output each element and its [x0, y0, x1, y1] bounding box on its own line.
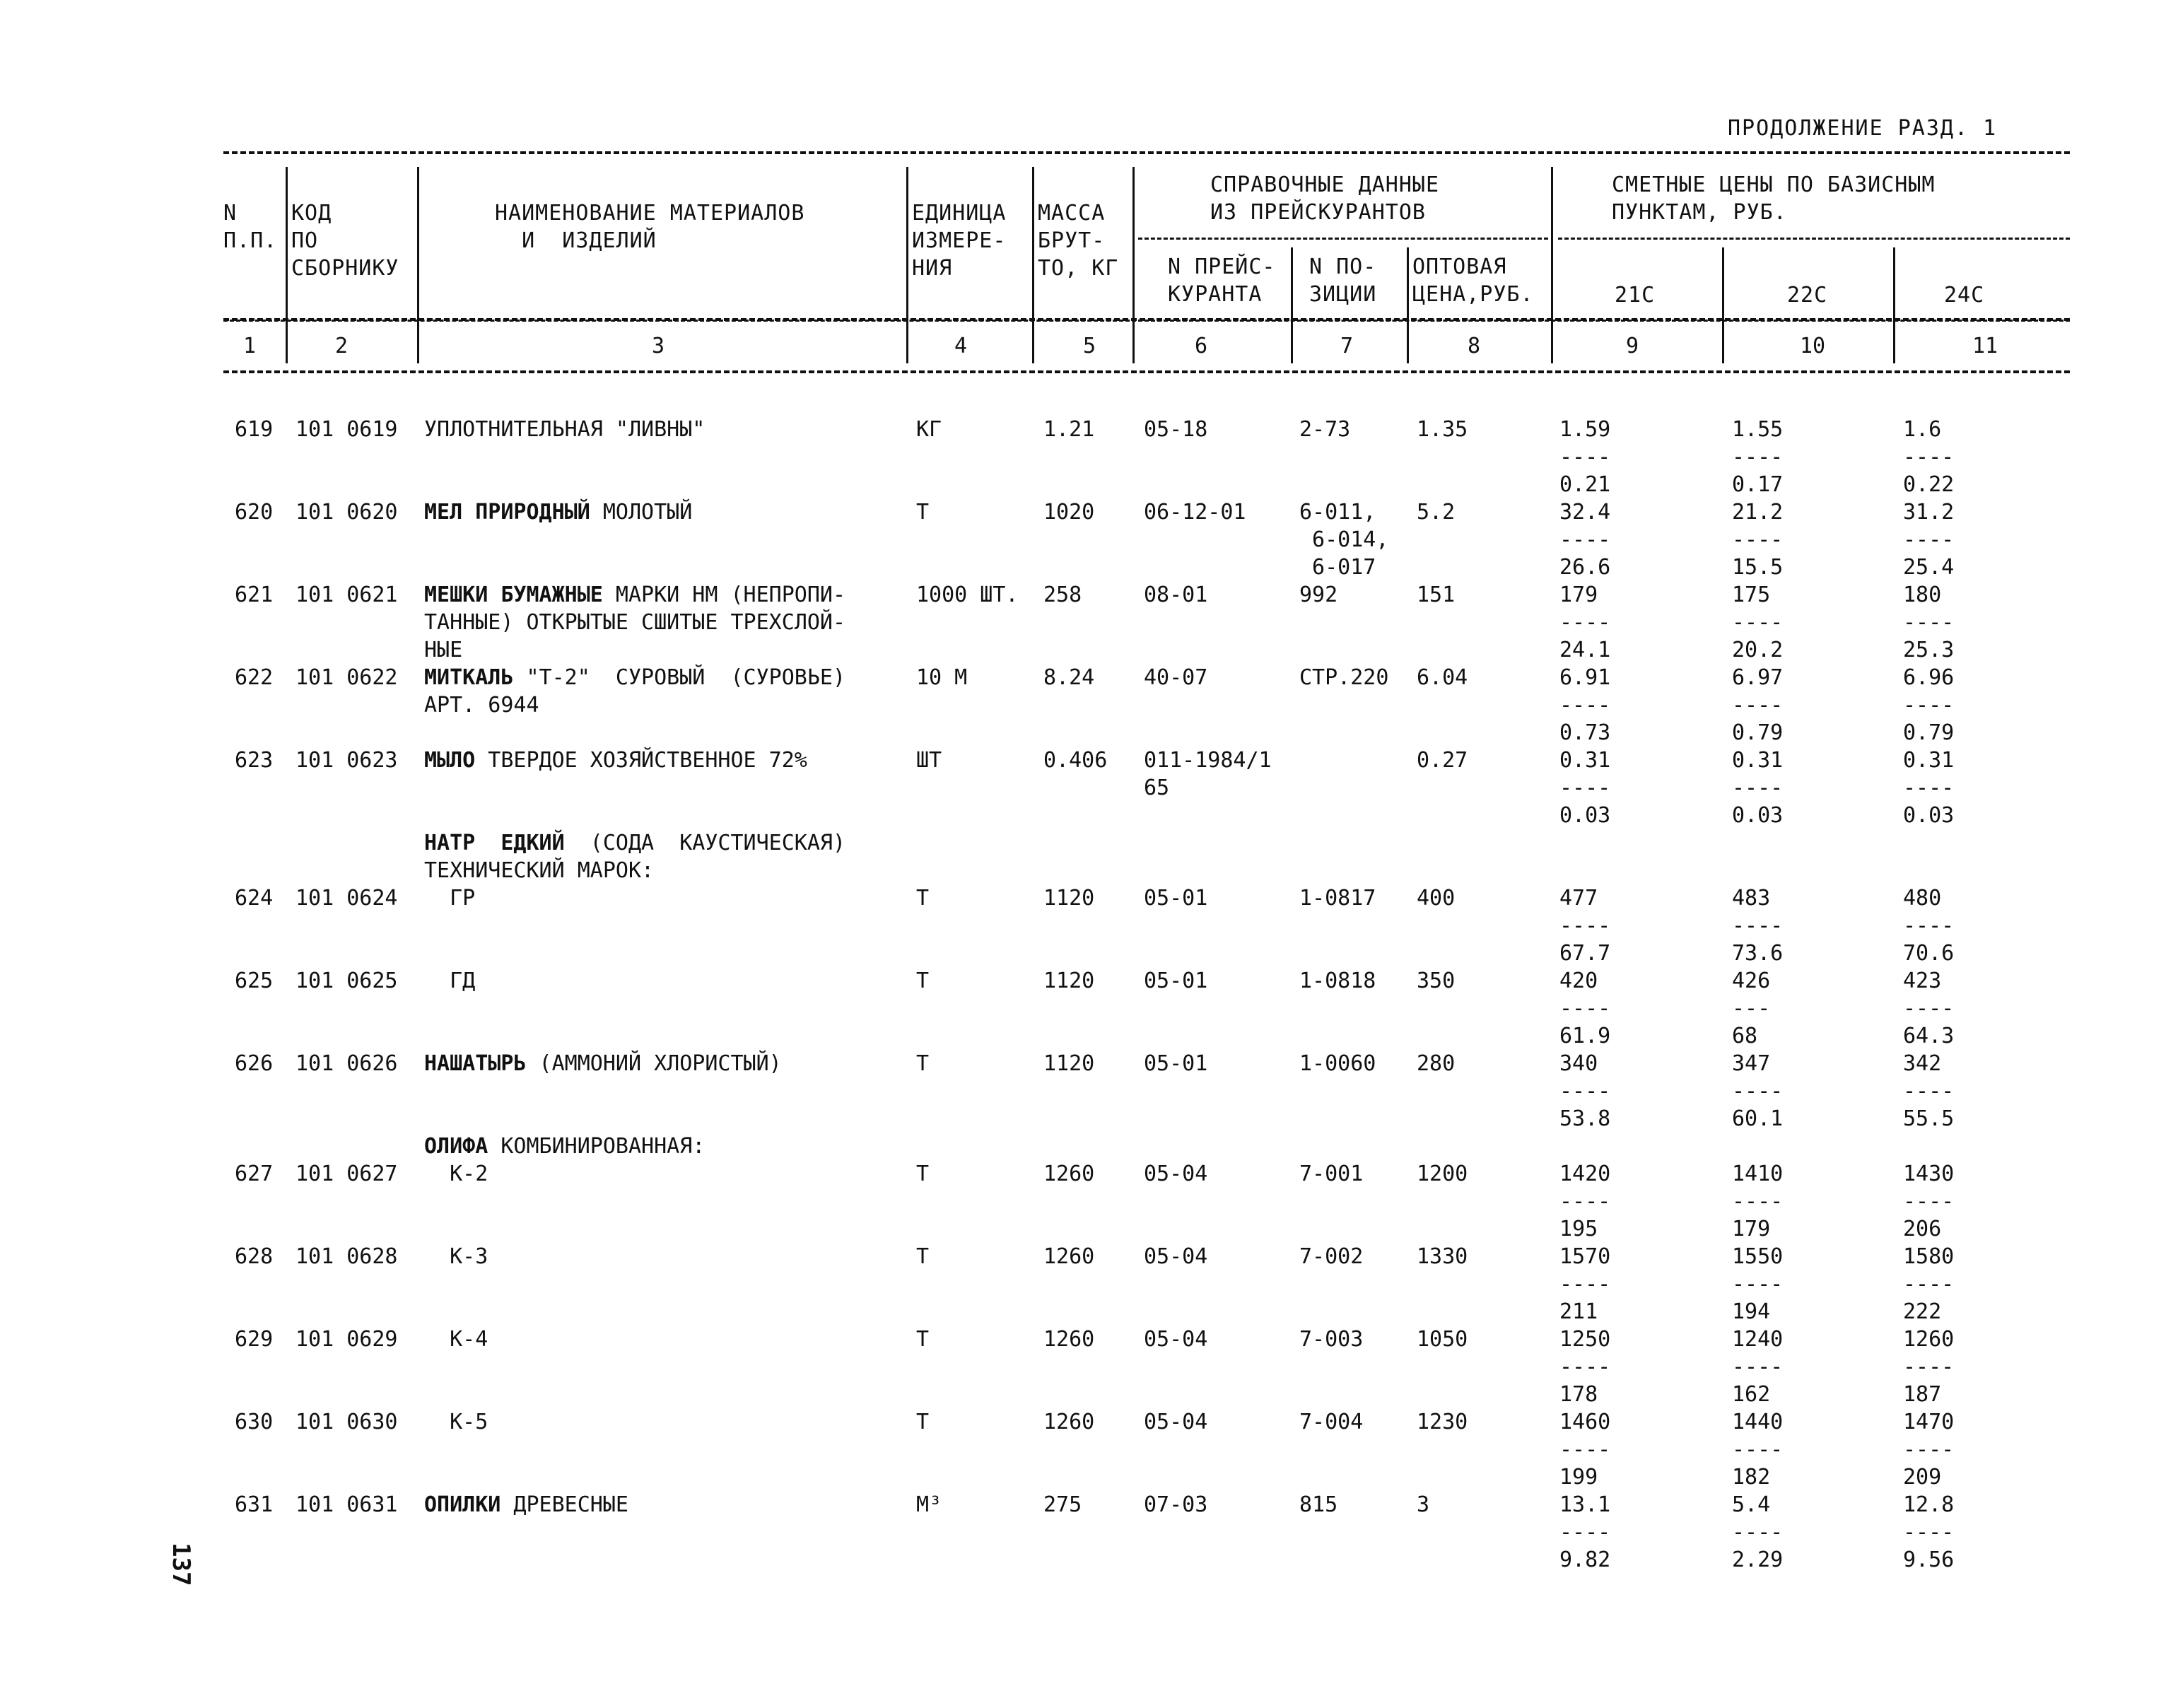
header-col-24c: 24С	[1944, 283, 1985, 308]
row-p22-value: 0.17	[1732, 472, 1784, 497]
row-p22-value: 20.2	[1732, 638, 1784, 662]
row-number: 625	[235, 969, 274, 993]
header-group-estimates: СМЕТНЫЕ ЦЕНЫ ПО БАЗИСНЫМ ПУНКТАМ, РУБ.	[1612, 172, 1936, 225]
row-p21-value: ----	[1559, 776, 1611, 800]
header-sep	[1132, 167, 1135, 363]
row-p24-value: 1430	[1903, 1162, 1955, 1186]
row-p22-value: 6.97	[1732, 665, 1784, 690]
row-p21-value: ----	[1559, 1520, 1611, 1545]
column-number: 4	[954, 334, 968, 358]
row-p24-value: ----	[1903, 1437, 1955, 1462]
header-col-code: КОД ПО СБОРНИКУ	[291, 201, 399, 281]
row-position: 7-002	[1299, 1244, 1364, 1269]
row-p21-value: 1460	[1559, 1410, 1611, 1434]
row-position: 7-004	[1299, 1410, 1364, 1434]
row-price-list: 08-01	[1144, 583, 1208, 607]
column-number: 7	[1340, 334, 1354, 358]
row-p21-value: 179	[1559, 583, 1598, 607]
row-price-list: 05-01	[1144, 886, 1208, 911]
header-sep	[1407, 247, 1409, 363]
row-number: 623	[235, 748, 274, 773]
row-p22-value: 182	[1732, 1465, 1771, 1490]
row-p22-value: 15.5	[1732, 555, 1784, 580]
row-unit: Т	[916, 500, 930, 525]
row-p24-value: ----	[1903, 776, 1955, 800]
row-mass: 275	[1043, 1492, 1082, 1517]
row-p21-value: 1570	[1559, 1244, 1611, 1269]
column-number: 5	[1083, 334, 1096, 358]
row-name: МЕШКИ БУМАЖНЫЕ МАРКИ НМ (НЕПРОПИ-	[424, 583, 846, 607]
header-sep	[1032, 167, 1034, 363]
row-p22-value: ----	[1732, 527, 1784, 552]
row-wholesale-price: 5.2	[1417, 500, 1456, 525]
header-col-22c: 22С	[1787, 283, 1828, 308]
row-code: 101 0627	[295, 1162, 398, 1186]
row-name: ГР	[424, 886, 476, 911]
row-price-list: 06-12-01	[1144, 500, 1246, 525]
row-p22-value: 175	[1732, 583, 1771, 607]
row-p24-value: 1470	[1903, 1410, 1955, 1434]
row-price-list: 05-04	[1144, 1244, 1208, 1269]
row-p21-value: 0.21	[1559, 472, 1611, 497]
row-number: 622	[235, 665, 274, 690]
row-mass: 1260	[1043, 1162, 1095, 1186]
row-position: 6-011, 6-014, 6-017	[1299, 500, 1389, 580]
row-position: 1-0818	[1299, 969, 1376, 993]
row-name: ОПИЛКИ ДРЕВЕСНЫЕ	[424, 1492, 628, 1517]
row-p24-value: 206	[1903, 1217, 1942, 1241]
row-p21-value: ----	[1559, 1437, 1611, 1462]
row-p21-value: 420	[1559, 969, 1598, 993]
row-unit: Т	[916, 969, 930, 993]
row-p22-value: 0.03	[1732, 803, 1784, 828]
row-p21-value: 195	[1559, 1217, 1598, 1241]
column-number: 6	[1195, 334, 1208, 358]
row-p22-value: ----	[1732, 1079, 1784, 1104]
row-p22-value: ----	[1732, 1355, 1784, 1379]
row-p24-value: ----	[1903, 610, 1955, 635]
row-p24-value: 180	[1903, 583, 1942, 607]
row-code: 101 0620	[295, 500, 398, 525]
row-unit: КГ	[916, 417, 942, 442]
row-p21-value: ----	[1559, 445, 1611, 469]
row-position: 1-0060	[1299, 1051, 1376, 1076]
header-col-position: N ПО- ЗИЦИИ	[1309, 255, 1377, 307]
row-p21-value: 67.7	[1559, 941, 1611, 966]
row-mass: 258	[1043, 583, 1082, 607]
row-p24-value: 1.6	[1903, 417, 1942, 442]
row-wholesale-price: 151	[1417, 583, 1456, 607]
row-p24-value: ----	[1903, 1355, 1955, 1379]
row-p22-value: ----	[1732, 610, 1784, 635]
row-p21-value: 61.9	[1559, 1024, 1611, 1048]
row-p21-value: 0.31	[1559, 748, 1611, 773]
header-bottom-rule	[223, 370, 2070, 373]
row-p21-value: ----	[1559, 1272, 1611, 1297]
row-code: 101 0628	[295, 1244, 398, 1269]
row-p24-value: 6.96	[1903, 665, 1955, 690]
row-p24-value: ----	[1903, 1272, 1955, 1297]
row-mass: 1120	[1043, 886, 1095, 911]
row-code: 101 0623	[295, 748, 398, 773]
row-p22-value: 1.55	[1732, 417, 1784, 442]
row-price-list: 05-01	[1144, 969, 1208, 993]
header-sep	[286, 167, 288, 363]
row-position: 2-73	[1299, 417, 1351, 442]
row-p21-value: 24.1	[1559, 638, 1611, 662]
column-number: 1	[243, 334, 257, 358]
row-p24-value: 480	[1903, 886, 1942, 911]
row-p22-value: 426	[1732, 969, 1771, 993]
row-position: 7-003	[1299, 1327, 1364, 1352]
row-name: ТАННЫЕ) ОТКРЫТЫЕ СШИТЫЕ ТРЕХСЛОЙ-	[424, 610, 846, 635]
row-mass: 0.406	[1043, 748, 1108, 773]
row-number: 629	[235, 1327, 274, 1352]
header-dash-line	[223, 320, 2070, 322]
row-position: 1-0817	[1299, 886, 1376, 911]
row-unit: ШТ	[916, 748, 942, 773]
header-sep	[1551, 167, 1553, 363]
row-wholesale-price: 1330	[1417, 1244, 1468, 1269]
row-name: НАШАТЫРЬ (АММОНИЙ ХЛОРИСТЫЙ)	[424, 1051, 782, 1076]
row-wholesale-price: 280	[1417, 1051, 1456, 1076]
row-code: 101 0631	[295, 1492, 398, 1517]
row-p22-value: ----	[1732, 1437, 1784, 1462]
row-p24-value: ----	[1903, 1189, 1955, 1214]
row-p22-value: 0.79	[1732, 720, 1784, 745]
row-unit: 10 М	[916, 665, 968, 690]
column-number: 8	[1468, 334, 1481, 358]
row-p22-value: 68	[1732, 1024, 1758, 1048]
row-p21-value: ----	[1559, 1079, 1611, 1104]
row-p21-value: ----	[1559, 1189, 1611, 1214]
row-p22-value: ----	[1732, 1189, 1784, 1214]
row-p24-value: ----	[1903, 1079, 1955, 1104]
row-p22-value: 1440	[1732, 1410, 1784, 1434]
row-p22-value: 162	[1732, 1382, 1771, 1407]
column-number: 3	[652, 334, 665, 358]
continuation-label: ПРОДОЛЖЕНИЕ РАЗД. 1	[1728, 116, 1998, 141]
row-p21-value: ----	[1559, 913, 1611, 938]
column-number: 10	[1800, 334, 1826, 358]
row-code: 101 0621	[295, 583, 398, 607]
row-p21-value: 53.8	[1559, 1106, 1611, 1131]
row-mass: 1260	[1043, 1327, 1095, 1352]
row-name: ГД	[424, 969, 476, 993]
row-p24-value: ----	[1903, 996, 1955, 1021]
row-unit: Т	[916, 1410, 930, 1434]
header-sep	[1291, 247, 1293, 363]
row-p21-value: 178	[1559, 1382, 1598, 1407]
row-unit: Т	[916, 1327, 930, 1352]
row-p21-value: ----	[1559, 610, 1611, 635]
column-number: 11	[1972, 334, 1998, 358]
row-wholesale-price: 6.04	[1417, 665, 1468, 690]
row-p21-value: 340	[1559, 1051, 1598, 1076]
row-p24-value: 0.03	[1903, 803, 1955, 828]
row-price-list: 05-18	[1144, 417, 1208, 442]
row-price-list: 05-01	[1144, 1051, 1208, 1076]
row-p24-value: ----	[1903, 527, 1955, 552]
row-name: К-4	[424, 1327, 488, 1352]
row-price-list: 40-07	[1144, 665, 1208, 690]
row-name: К-5	[424, 1410, 488, 1434]
row-p24-value: 1580	[1903, 1244, 1955, 1269]
group-heading: ОЛИФА КОМБИНИРОВАННАЯ:	[424, 1134, 706, 1159]
row-number: 620	[235, 500, 274, 525]
row-name: АРТ. 6944	[424, 693, 539, 718]
row-p24-value: 222	[1903, 1299, 1942, 1324]
row-wholesale-price: 1.35	[1417, 417, 1468, 442]
row-p21-value: ----	[1559, 527, 1611, 552]
row-mass: 1260	[1043, 1244, 1095, 1269]
row-price-list: 05-04	[1144, 1410, 1208, 1434]
row-p22-value: 73.6	[1732, 941, 1784, 966]
row-p22-value: ----	[1732, 913, 1784, 938]
row-p24-value: ----	[1903, 693, 1955, 718]
row-p22-value: 179	[1732, 1217, 1771, 1241]
row-price-list: 05-04	[1144, 1327, 1208, 1352]
row-p24-value: 25.4	[1903, 555, 1955, 580]
row-number: 628	[235, 1244, 274, 1269]
row-p22-value: ----	[1732, 1272, 1784, 1297]
row-p22-value: ----	[1732, 445, 1784, 469]
row-p22-value: ---	[1732, 996, 1771, 1021]
row-p24-value: 31.2	[1903, 500, 1955, 525]
row-number: 619	[235, 417, 274, 442]
row-name: МЕЛ ПРИРОДНЫЙ МОЛОТЫЙ	[424, 500, 693, 525]
row-p22-value: 483	[1732, 886, 1771, 911]
row-p22-value: 60.1	[1732, 1106, 1784, 1131]
header-col-unit: ЕДИНИЦА ИЗМЕРЕ- НИЯ	[912, 201, 1007, 281]
row-p22-value: ----	[1732, 776, 1784, 800]
row-p21-value: 477	[1559, 886, 1598, 911]
row-p24-value: 187	[1903, 1382, 1942, 1407]
row-p22-value: 347	[1732, 1051, 1771, 1076]
row-p24-value: 342	[1903, 1051, 1942, 1076]
row-name: К-3	[424, 1244, 488, 1269]
row-p21-value: 9.82	[1559, 1548, 1611, 1572]
row-mass: 1120	[1043, 1051, 1095, 1076]
row-position: 7-001	[1299, 1162, 1364, 1186]
row-wholesale-price: 1050	[1417, 1327, 1468, 1352]
row-unit: 1000 ШТ.	[916, 583, 1019, 607]
row-code: 101 0624	[295, 886, 398, 911]
row-mass: 8.24	[1043, 665, 1095, 690]
header-top-rule	[223, 151, 2070, 154]
row-p21-value: 1250	[1559, 1327, 1611, 1352]
header-col-price-list: N ПРЕЙС- КУРАНТА	[1168, 255, 1276, 307]
row-p21-value: 6.91	[1559, 665, 1611, 690]
row-p24-value: 12.8	[1903, 1492, 1955, 1517]
row-name: УПЛОТНИТЕЛЬНАЯ "ЛИВНЫ"	[424, 417, 706, 442]
row-code: 101 0622	[295, 665, 398, 690]
row-p21-value: 199	[1559, 1465, 1598, 1490]
row-unit: Т	[916, 1244, 930, 1269]
row-unit: Т	[916, 1162, 930, 1186]
row-mass: 1260	[1043, 1410, 1095, 1434]
row-number: 621	[235, 583, 274, 607]
row-p24-value: 0.31	[1903, 748, 1955, 773]
row-mass: 1120	[1043, 969, 1095, 993]
header-sep	[906, 167, 908, 363]
row-wholesale-price: 400	[1417, 886, 1456, 911]
row-p24-value: ----	[1903, 913, 1955, 938]
row-p21-value: ----	[1559, 693, 1611, 718]
row-p24-value: 0.22	[1903, 472, 1955, 497]
row-price-list: 07-03	[1144, 1492, 1208, 1517]
row-code: 101 0626	[295, 1051, 398, 1076]
row-p22-value: ----	[1732, 1520, 1784, 1545]
row-p21-value: ----	[1559, 996, 1611, 1021]
row-p22-value: 194	[1732, 1299, 1771, 1324]
row-p24-value: 9.56	[1903, 1548, 1955, 1572]
row-price-list: 05-04	[1144, 1162, 1208, 1186]
row-p21-value: 1.59	[1559, 417, 1611, 442]
group-heading: НАТР ЕДКИЙ (СОДА КАУСТИЧЕСКАЯ)	[424, 831, 846, 855]
row-p22-value: 1550	[1732, 1244, 1784, 1269]
row-name: НЫЕ	[424, 638, 463, 662]
row-wholesale-price: 350	[1417, 969, 1456, 993]
row-p24-value: 70.6	[1903, 941, 1955, 966]
row-name: К-2	[424, 1162, 488, 1186]
header-group-reference: СПРАВОЧНЫЕ ДАННЫЕ ИЗ ПРЕЙСКУРАНТОВ	[1210, 172, 1440, 225]
row-p21-value: 32.4	[1559, 500, 1611, 525]
group-heading: ТЕХНИЧЕСКИЙ МАРОК:	[424, 858, 655, 883]
row-wholesale-price: 0.27	[1417, 748, 1468, 773]
row-p22-value: 2.29	[1732, 1548, 1784, 1572]
row-number: 624	[235, 886, 274, 911]
header-sep	[1893, 247, 1895, 363]
group2-underline	[1558, 238, 2070, 240]
row-code: 101 0629	[295, 1327, 398, 1352]
row-p22-value: 21.2	[1732, 500, 1784, 525]
row-p21-value: 211	[1559, 1299, 1598, 1324]
row-p24-value: 209	[1903, 1465, 1942, 1490]
row-p24-value: 1260	[1903, 1327, 1955, 1352]
row-number: 627	[235, 1162, 274, 1186]
row-position: 815	[1299, 1492, 1338, 1517]
row-p22-value: 0.31	[1732, 748, 1784, 773]
row-p21-value: 0.73	[1559, 720, 1611, 745]
row-p22-value: 1240	[1732, 1327, 1784, 1352]
row-code: 101 0619	[295, 417, 398, 442]
row-p24-value: ----	[1903, 445, 1955, 469]
row-p24-value: ----	[1903, 1520, 1955, 1545]
row-code: 101 0625	[295, 969, 398, 993]
row-p24-value: 64.3	[1903, 1024, 1955, 1048]
row-name: МИТКАЛЬ "Т-2" СУРОВЫЙ (СУРОВЬЕ)	[424, 665, 846, 690]
row-p22-value: 1410	[1732, 1162, 1784, 1186]
header-sep	[1722, 247, 1724, 363]
row-wholesale-price: 1200	[1417, 1162, 1468, 1186]
row-wholesale-price: 3	[1417, 1492, 1430, 1517]
column-number: 2	[335, 334, 349, 358]
row-p24-value: 0.79	[1903, 720, 1955, 745]
row-p21-value: ----	[1559, 1355, 1611, 1379]
row-p22-value: 5.4	[1732, 1492, 1771, 1517]
row-p21-value: 0.03	[1559, 803, 1611, 828]
page-number: 137	[167, 1543, 195, 1586]
row-price-list: 011-1984/1 65	[1144, 748, 1272, 800]
group1-underline	[1138, 238, 1548, 240]
row-number: 626	[235, 1051, 274, 1076]
row-number: 630	[235, 1410, 274, 1434]
row-p21-value: 13.1	[1559, 1492, 1611, 1517]
row-unit: Т	[916, 1051, 930, 1076]
row-p21-value: 1420	[1559, 1162, 1611, 1186]
row-code: 101 0630	[295, 1410, 398, 1434]
row-mass: 1.21	[1043, 417, 1095, 442]
header-col-name: НАИМЕНОВАНИЕ МАТЕРИАЛОВ И ИЗДЕЛИЙ	[495, 201, 805, 253]
row-number: 631	[235, 1492, 274, 1517]
header-col-21c: 21С	[1615, 283, 1656, 308]
row-p21-value: 26.6	[1559, 555, 1611, 580]
row-wholesale-price: 1230	[1417, 1410, 1468, 1434]
header-sep	[417, 167, 419, 363]
column-number: 9	[1626, 334, 1639, 358]
row-position: СТР.220	[1299, 665, 1389, 690]
header-col-wholesale: ОПТОВАЯ ЦЕНА,РУБ.	[1412, 255, 1534, 307]
row-p24-value: 423	[1903, 969, 1942, 993]
row-p24-value: 25.3	[1903, 638, 1955, 662]
row-unit: Т	[916, 886, 930, 911]
row-mass: 1020	[1043, 500, 1095, 525]
row-p22-value: ----	[1732, 693, 1784, 718]
row-name: МЫЛО ТВЕРДОЕ ХОЗЯЙСТВЕННОЕ 72%	[424, 748, 807, 773]
header-col-mass: МАССА БРУТ- ТО, КГ	[1038, 201, 1119, 281]
row-p24-value: 55.5	[1903, 1106, 1955, 1131]
row-position: 992	[1299, 583, 1338, 607]
row-unit: М³	[916, 1492, 942, 1517]
header-col-number: N П.П.	[223, 201, 278, 253]
